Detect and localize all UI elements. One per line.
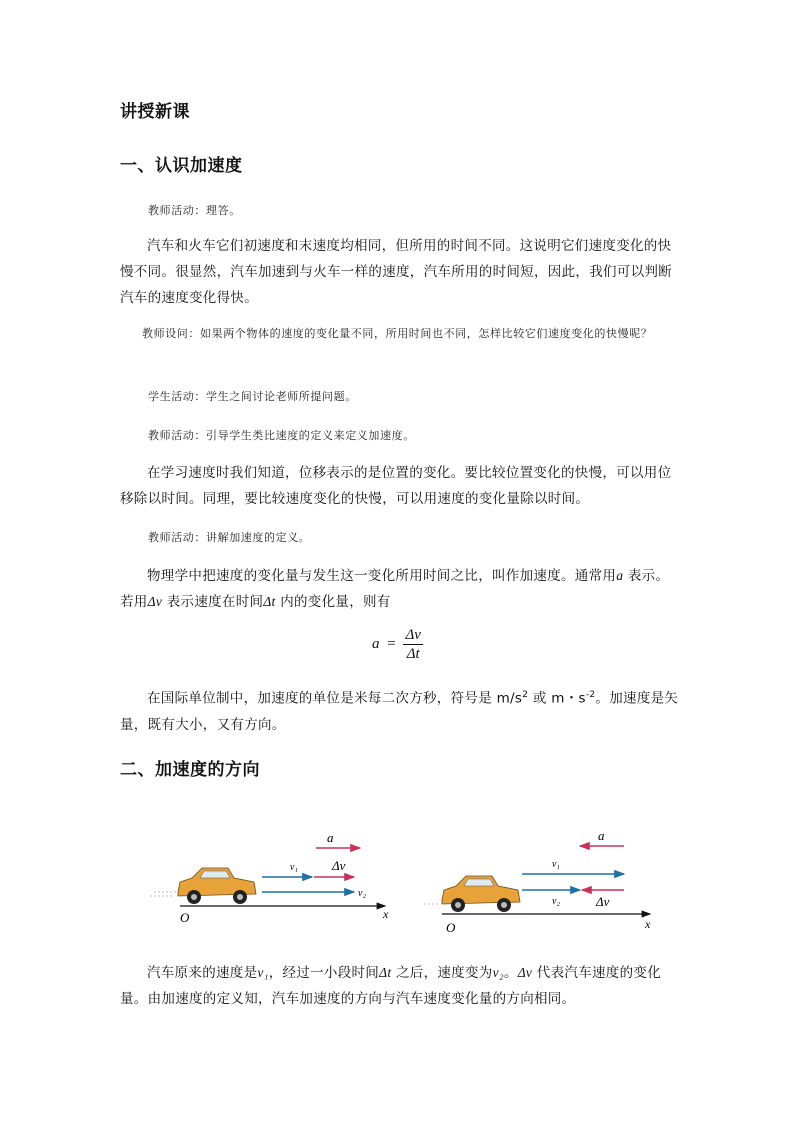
right-dv-label: Δv [596, 894, 610, 909]
right-a-label: a [598, 828, 605, 843]
teacher-activity-3: 教师活动：讲解加速度的定义。 [148, 531, 311, 544]
right-origin-label: O [446, 920, 456, 935]
left-car-icon [150, 868, 256, 904]
symbol-a: a [616, 568, 624, 583]
left-axis-label: x [383, 907, 389, 921]
right-v1-label: v₁ [552, 859, 560, 870]
acceleration-diagram [140, 820, 670, 940]
left-v1-label: v₁ [290, 862, 298, 873]
right-v2-label: v₂ [552, 896, 560, 907]
right-axis-label: x [645, 917, 651, 931]
paragraph-4: 在国际单位制中，加速度的单位是米每二次方秒，符号是 $m/s^2$ 或 m・$s^{-2}$。加速度是矢量，既有大小，又有方向。 [120, 690, 679, 733]
left-a-label: a [327, 830, 334, 845]
right-car-icon [424, 876, 520, 912]
left-diagram [150, 830, 389, 925]
paragraph-5: 汽车原来的速度是v₁，经过一小段时间Δt 之后，速度变为v₂。Δv 代表汽车速度的变化量。由加速度的定义知，汽车加速度的方向与汽车速度变化量的方向相同。 [120, 965, 662, 1007]
paragraph-2: 在学习速度时我们知道，位移表示的是位置的变化。要比较位置变化的快慢，可以用位移除以时间。同理，要比较速度变化的快慢，可以用速度的变化量除以时间。 [120, 465, 672, 507]
left-origin-label: O [180, 910, 190, 925]
page-title: 讲授新课 [120, 102, 190, 122]
student-activity: 学生活动：学生之间讨论老师所提问题。 [148, 390, 357, 403]
teacher-activity-2: 教师活动：引导学生类比速度的定义来定义加速度。 [148, 429, 415, 442]
section-heading-1: 一、认识加速度 [120, 156, 243, 176]
symbol-delta-v: Δv [147, 594, 163, 609]
left-v2-label: v₂ [358, 888, 366, 899]
acceleration-formula: a = $\frac{\Delta v}{\Delta t}$ [372, 627, 421, 662]
left-dv-label: Δv [332, 858, 346, 873]
right-diagram [424, 828, 651, 935]
symbol-delta-t: Δt [263, 594, 276, 609]
section-heading-2: 二、加速度的方向 [120, 760, 260, 780]
paragraph-1: 汽车和火车它们初速度和末速度均相同，但所用的时间不同。这说明它们速度变化的快慢不同。很显然，汽车加速到与火车一样的速度，汽车所用的时间短，因此，我们可以判断汽车的速度变化得快。 [120, 238, 672, 306]
teacher-activity-1: 教师活动：理答。 [148, 204, 241, 217]
teacher-question: 教师设问：如果两个物体的速度的变化量不同，所用时间也不同，怎样比较它们速度变化的快慢呢？ [142, 327, 653, 340]
paragraph-3: 物理学中把速度的变化量与发生这一变化所用时间之比，叫作加速度。通常用a 表示。若用Δv 表示速度在时间Δt 内的变化量，则有 [120, 568, 670, 610]
